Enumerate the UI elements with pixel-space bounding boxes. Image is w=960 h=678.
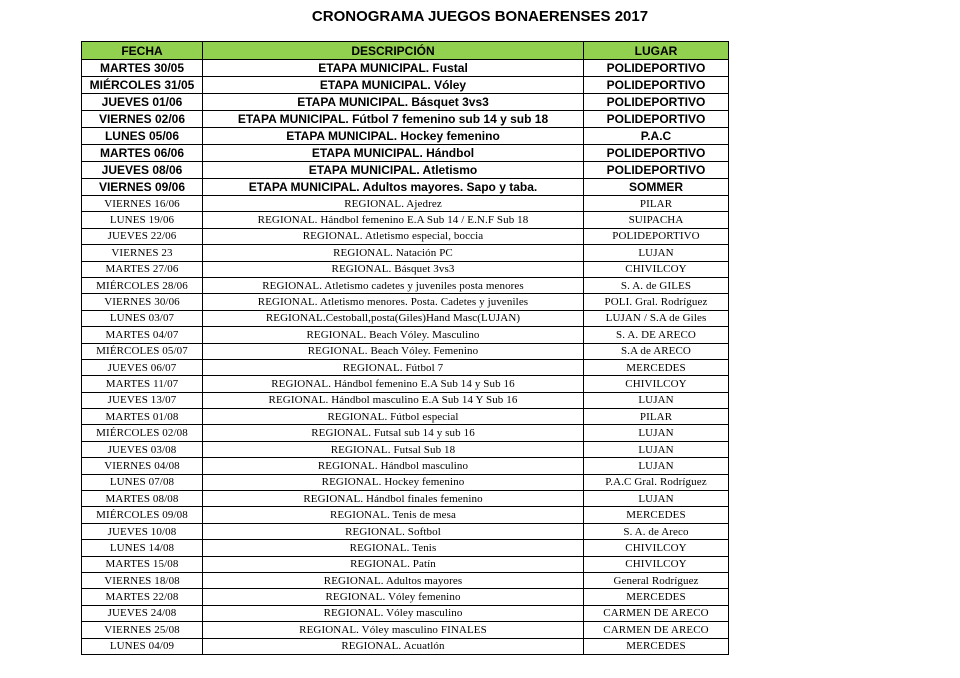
description-cell: REGIONAL. Beach Vóley. Femenino bbox=[203, 343, 584, 359]
description-cell: REGIONAL. Fútbol especial bbox=[203, 409, 584, 425]
header-row bbox=[82, 42, 729, 60]
location-cell: POLIDEPORTIVO bbox=[584, 162, 729, 179]
table-row bbox=[82, 343, 729, 359]
date-cell: VIERNES 23 bbox=[82, 245, 203, 261]
description-cell: REGIONAL. Acuatlón bbox=[203, 638, 584, 654]
table-row bbox=[82, 425, 729, 441]
location-cell: SOMMER bbox=[584, 179, 729, 196]
date-cell: JUEVES 06/07 bbox=[82, 359, 203, 375]
table-row bbox=[82, 409, 729, 425]
date-cell: MARTES 15/08 bbox=[82, 556, 203, 572]
location-cell: POLIDEPORTIVO bbox=[584, 60, 729, 77]
location-cell: CARMEN DE ARECO bbox=[584, 605, 729, 621]
description-cell: REGIONAL. Natación PC bbox=[203, 245, 584, 261]
location-cell: PILAR bbox=[584, 196, 729, 212]
location-cell: MERCEDES bbox=[584, 589, 729, 605]
table-row bbox=[82, 540, 729, 556]
table-row bbox=[82, 441, 729, 457]
date-cell: LUNES 19/06 bbox=[82, 212, 203, 228]
table-row bbox=[82, 277, 729, 293]
date-cell: LUNES 03/07 bbox=[82, 310, 203, 326]
date-cell: MIÉRCOLES 28/06 bbox=[82, 277, 203, 293]
date-cell: LUNES 14/08 bbox=[82, 540, 203, 556]
location-cell: S. A. de Areco bbox=[584, 523, 729, 539]
table-row bbox=[82, 622, 729, 638]
page-title: CRONOGRAMA JUEGOS BONAERENSES 2017 bbox=[311, 8, 649, 25]
table-body bbox=[82, 60, 729, 655]
table-row bbox=[82, 376, 729, 392]
date-cell: MARTES 06/06 bbox=[82, 145, 203, 162]
description-cell: REGIONAL. Futsal sub 14 y sub 16 bbox=[203, 425, 584, 441]
date-cell: VIERNES 04/08 bbox=[82, 458, 203, 474]
location-cell: LUJAN bbox=[584, 392, 729, 408]
date-cell: VIERNES 09/06 bbox=[82, 179, 203, 196]
date-cell: JUEVES 10/08 bbox=[82, 523, 203, 539]
date-cell: JUEVES 01/06 bbox=[82, 94, 203, 111]
location-cell: CHIVILCOY bbox=[584, 376, 729, 392]
description-cell: REGIONAL. Básquet 3vs3 bbox=[203, 261, 584, 277]
location-cell: S.A de ARECO bbox=[584, 343, 729, 359]
date-cell: JUEVES 13/07 bbox=[82, 392, 203, 408]
description-cell: ETAPA MUNICIPAL. Básquet 3vs3 bbox=[203, 94, 584, 111]
description-cell: ETAPA MUNICIPAL. Hockey femenino bbox=[203, 128, 584, 145]
description-cell: REGIONAL. Hándbol femenino E.A Sub 14 / E.N.F Sub 18 bbox=[203, 212, 584, 228]
table-row bbox=[82, 162, 729, 179]
date-cell: VIERNES 30/06 bbox=[82, 294, 203, 310]
table-row bbox=[82, 523, 729, 539]
location-cell: MERCEDES bbox=[584, 507, 729, 523]
description-cell: REGIONAL. Fútbol 7 bbox=[203, 359, 584, 375]
table-row bbox=[82, 245, 729, 261]
date-cell: VIERNES 25/08 bbox=[82, 622, 203, 638]
description-cell: ETAPA MUNICIPAL. Vóley bbox=[203, 77, 584, 94]
table-row bbox=[82, 60, 729, 77]
description-cell: REGIONAL. Patín bbox=[203, 556, 584, 572]
description-cell: REGIONAL. Atletismo cadetes y juveniles posta menores bbox=[203, 277, 584, 293]
table-row bbox=[82, 359, 729, 375]
date-cell: JUEVES 22/06 bbox=[82, 228, 203, 244]
date-cell: LUNES 05/06 bbox=[82, 128, 203, 145]
column-header-descripcion: DESCRIPCIÓN bbox=[203, 42, 584, 60]
table-row bbox=[82, 228, 729, 244]
description-cell: REGIONAL. Futsal Sub 18 bbox=[203, 441, 584, 457]
date-cell: LUNES 04/09 bbox=[82, 638, 203, 654]
location-cell: LUJAN / S.A de Giles bbox=[584, 310, 729, 326]
table-row bbox=[82, 556, 729, 572]
location-cell: POLIDEPORTIVO bbox=[584, 111, 729, 128]
date-cell: JUEVES 03/08 bbox=[82, 441, 203, 457]
description-cell: ETAPA MUNICIPAL. Adultos mayores. Sapo y taba. bbox=[203, 179, 584, 196]
location-cell: MERCEDES bbox=[584, 359, 729, 375]
date-cell: VIERNES 02/06 bbox=[82, 111, 203, 128]
description-cell: REGIONAL. Hándbol finales femenino bbox=[203, 491, 584, 507]
table-row bbox=[82, 474, 729, 490]
column-header-fecha: FECHA bbox=[82, 42, 203, 60]
location-cell: P.A.C bbox=[584, 128, 729, 145]
table-row bbox=[82, 605, 729, 621]
column-header-lugar: LUGAR bbox=[584, 42, 729, 60]
description-cell: REGIONAL. Beach Vóley. Masculino bbox=[203, 327, 584, 343]
location-cell: CHIVILCOY bbox=[584, 261, 729, 277]
table-row bbox=[82, 392, 729, 408]
description-cell: REGIONAL. Softbol bbox=[203, 523, 584, 539]
description-cell: REGIONAL. Tenis bbox=[203, 540, 584, 556]
description-cell: REGIONAL. Atletismo especial, boccia bbox=[203, 228, 584, 244]
table-row bbox=[82, 94, 729, 111]
description-cell: ETAPA MUNICIPAL. Hándbol bbox=[203, 145, 584, 162]
description-cell: REGIONAL. Vóley femenino bbox=[203, 589, 584, 605]
location-cell: POLIDEPORTIVO bbox=[584, 77, 729, 94]
table-row bbox=[82, 507, 729, 523]
location-cell: S. A. de GILES bbox=[584, 277, 729, 293]
table-row bbox=[82, 145, 729, 162]
location-cell: POLIDEPORTIVO bbox=[584, 228, 729, 244]
date-cell: MARTES 22/08 bbox=[82, 589, 203, 605]
description-cell: REGIONAL.Cestoball,posta(Giles)Hand Masc(LUJAN) bbox=[203, 310, 584, 326]
description-cell: REGIONAL. Adultos mayores bbox=[203, 572, 584, 588]
description-cell: ETAPA MUNICIPAL. Fustal bbox=[203, 60, 584, 77]
table-row bbox=[82, 128, 729, 145]
location-cell: PILAR bbox=[584, 409, 729, 425]
table-row bbox=[82, 491, 729, 507]
description-cell: REGIONAL. Vóley masculino FINALES bbox=[203, 622, 584, 638]
location-cell: LUJAN bbox=[584, 458, 729, 474]
location-cell: General Rodríguez bbox=[584, 572, 729, 588]
date-cell: LUNES 07/08 bbox=[82, 474, 203, 490]
location-cell: SUIPACHA bbox=[584, 212, 729, 228]
location-cell: CHIVILCOY bbox=[584, 556, 729, 572]
date-cell: JUEVES 24/08 bbox=[82, 605, 203, 621]
table-row bbox=[82, 294, 729, 310]
table-row bbox=[82, 572, 729, 588]
table-row bbox=[82, 589, 729, 605]
date-cell: MIÉRCOLES 09/08 bbox=[82, 507, 203, 523]
schedule-table bbox=[81, 41, 729, 655]
description-cell: REGIONAL. Hándbol masculino E.A Sub 14 Y Sub 16 bbox=[203, 392, 584, 408]
description-cell: REGIONAL. Atletismo menores. Posta. Cadetes y juveniles bbox=[203, 294, 584, 310]
table-header bbox=[82, 42, 729, 60]
description-cell: ETAPA MUNICIPAL. Fútbol 7 femenino sub 14 y sub 18 bbox=[203, 111, 584, 128]
table-row bbox=[82, 179, 729, 196]
date-cell: MARTES 08/08 bbox=[82, 491, 203, 507]
location-cell: POLIDEPORTIVO bbox=[584, 94, 729, 111]
date-cell: VIERNES 18/08 bbox=[82, 572, 203, 588]
location-cell: CARMEN DE ARECO bbox=[584, 622, 729, 638]
date-cell: MARTES 01/08 bbox=[82, 409, 203, 425]
location-cell: S. A. DE ARECO bbox=[584, 327, 729, 343]
table-row bbox=[82, 261, 729, 277]
date-cell: MIÉRCOLES 02/08 bbox=[82, 425, 203, 441]
location-cell: P.A.C Gral. Rodríguez bbox=[584, 474, 729, 490]
location-cell: LUJAN bbox=[584, 441, 729, 457]
date-cell: JUEVES 08/06 bbox=[82, 162, 203, 179]
table-row bbox=[82, 310, 729, 326]
description-cell: REGIONAL. Tenis de mesa bbox=[203, 507, 584, 523]
table-row bbox=[82, 77, 729, 94]
date-cell: MARTES 11/07 bbox=[82, 376, 203, 392]
description-cell: REGIONAL. Hockey femenino bbox=[203, 474, 584, 490]
location-cell: POLIDEPORTIVO bbox=[584, 145, 729, 162]
location-cell: POLI. Gral. Rodríguez bbox=[584, 294, 729, 310]
location-cell: LUJAN bbox=[584, 245, 729, 261]
location-cell: LUJAN bbox=[584, 491, 729, 507]
date-cell: MIÉRCOLES 05/07 bbox=[82, 343, 203, 359]
table-row bbox=[82, 212, 729, 228]
table-row bbox=[82, 111, 729, 128]
table-row bbox=[82, 196, 729, 212]
date-cell: MARTES 04/07 bbox=[82, 327, 203, 343]
location-cell: LUJAN bbox=[584, 425, 729, 441]
description-cell: REGIONAL. Hándbol femenino E.A Sub 14 y Sub 16 bbox=[203, 376, 584, 392]
description-cell: ETAPA MUNICIPAL. Atletismo bbox=[203, 162, 584, 179]
table-row bbox=[82, 327, 729, 343]
table-row bbox=[82, 458, 729, 474]
description-cell: REGIONAL. Hándbol masculino bbox=[203, 458, 584, 474]
table-row bbox=[82, 638, 729, 654]
description-cell: REGIONAL. Ajedrez bbox=[203, 196, 584, 212]
location-cell: MERCEDES bbox=[584, 638, 729, 654]
date-cell: MIÉRCOLES 31/05 bbox=[82, 77, 203, 94]
description-cell: REGIONAL. Vóley masculino bbox=[203, 605, 584, 621]
date-cell: VIERNES 16/06 bbox=[82, 196, 203, 212]
date-cell: MARTES 30/05 bbox=[82, 60, 203, 77]
location-cell: CHIVILCOY bbox=[584, 540, 729, 556]
date-cell: MARTES 27/06 bbox=[82, 261, 203, 277]
